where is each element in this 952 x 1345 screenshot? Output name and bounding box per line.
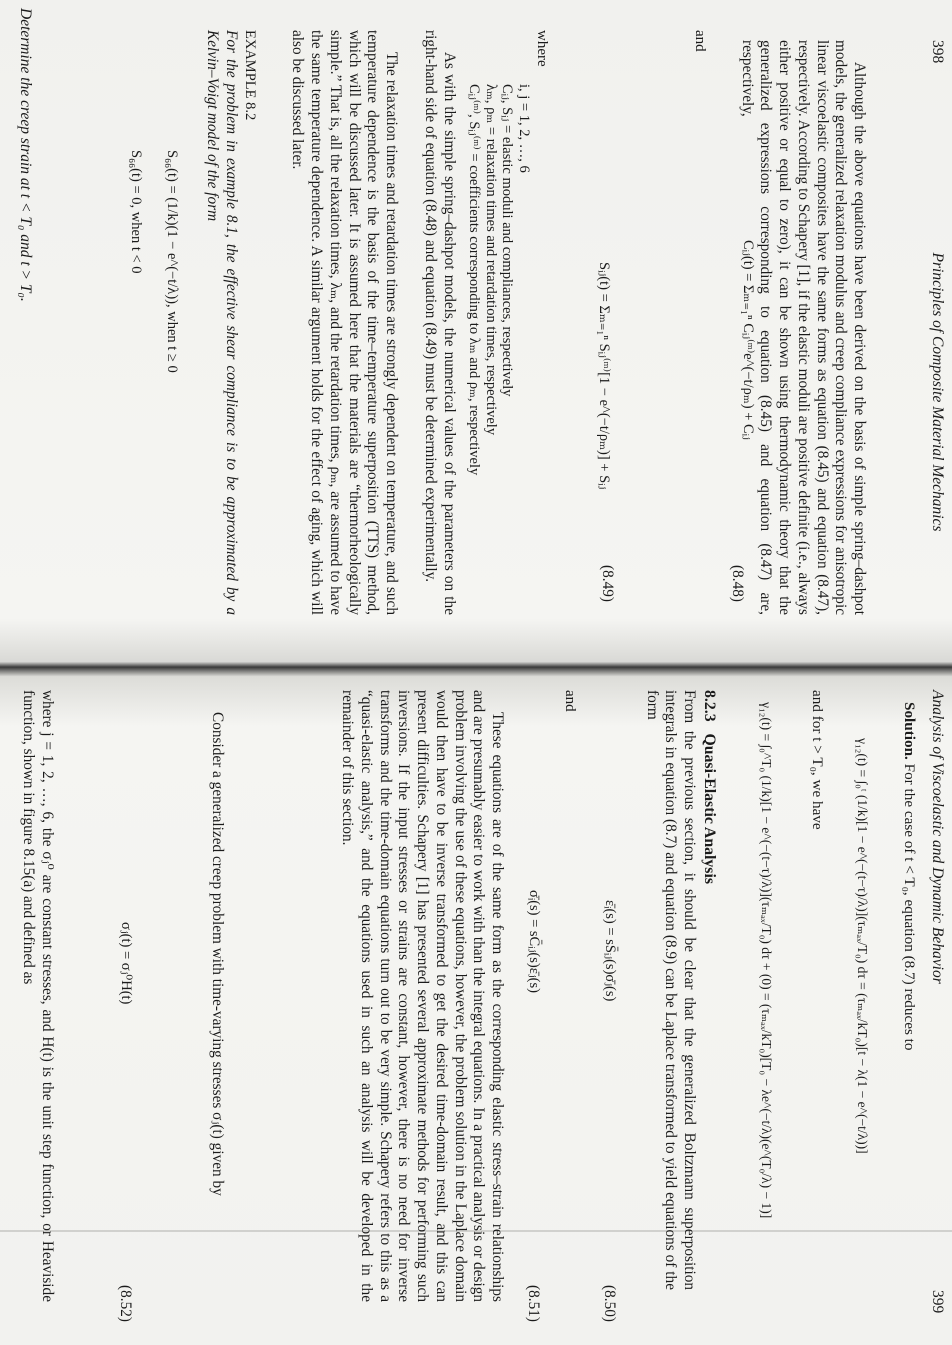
section-title: Quasi-Elastic Analysis xyxy=(701,733,718,884)
definition-item: λₘ, ρₘ = relaxation times and retardation times, respectively xyxy=(483,84,499,436)
page-number: 399 xyxy=(929,1290,946,1314)
connector-text: where xyxy=(534,30,550,67)
connector-text: and for t > T₀, we have xyxy=(809,690,826,830)
running-head: Principles of Composite Material Mechanics xyxy=(929,252,946,532)
left-page xyxy=(0,0,952,640)
scan-edge-shadow xyxy=(0,1230,952,1232)
connector-text: and xyxy=(562,690,578,712)
definition-item: Cᵢⱼ, Sᵢⱼ = elastic moduli and compliances, respectively xyxy=(499,84,516,397)
equation-8-48: Cᵢⱼ(t) = Σₘ₌₁ⁿ Cᵢⱼ⁽ᵐ⁾e^(−t/ρₘ) + Cᵢⱼ xyxy=(740,240,756,440)
equation: γ₁₂(t) = ∫₀^T₀ (1/k)[1 − e^(−(t−τ)/λ)](τₘₐₓ/T₀) dτ + (0) = (τₘₐₓ/kT₀)[T₀ − λe^(−t/λ)(e^(T₀/λ) − 1)] xyxy=(759,702,774,1219)
equation-8-49: Sᵢⱼ(t) = Σₘ₌₁ⁿ Sᵢⱼ⁽ᵐ⁾[1 − e^(−t/ρₘ)] + Sᵢⱼ xyxy=(596,262,612,490)
paragraph: where j = 1, 2, …, 6, the σⱼ⁰ are constant stresses, and H(t) is the unit step function, or Heaviside function, shown in figure 8.15(a) and defined as xyxy=(20,690,56,1302)
solution-line xyxy=(900,702,918,1051)
example-equation: S₆₆(t) = (1/k)(1 − e^(−t/λ)), when t ≥ 0 xyxy=(164,150,180,373)
equation-number: (8.48) xyxy=(729,565,746,602)
right-page xyxy=(0,690,952,1345)
equation-number: (8.49) xyxy=(599,565,616,602)
paragraph: Although the above equations have been derived on the basis of simple spring–dashpot models, the generalized relaxation modulus and creep compliance expressions for anisotropic linear viscoelastic composites have the same forms as equation (8.45) and equation (8.47), respectively. According to Schapery [1], if the elastic moduli are positive definite (i.e., always either positive or equal to zero), it can be shown using thermodynamic theory that the generalized expressions corresponding to equation (8.45) and equation (8.47) are, respectively, xyxy=(738,40,868,615)
section-number: 8.2.3 xyxy=(701,690,718,722)
solution-label: Solution. xyxy=(901,702,918,760)
equation-8-50: ε̄ᵢ(s) = sS̄ᵢⱼ(s)σ̄ⱼ(s) xyxy=(602,900,618,1002)
connector-text: and xyxy=(692,30,708,52)
paragraph: As with the simple spring–dashpot models, the numerical values of the parameters on the right-hand side of equation (8.48) and equation (8.49) must be determined experimentally. xyxy=(422,30,458,615)
example-equation: S₆₆(t) = 0, when t < 0 xyxy=(128,150,144,274)
equation-number: (8.50) xyxy=(601,1285,618,1322)
example-heading: EXAMPLE 8.2 xyxy=(242,30,258,121)
running-head: Analysis of Viscoelastic and Dynamic Behavior xyxy=(929,690,946,984)
definition-item: Cᵢⱼ⁽ᵐ⁾, Sᵢⱼ⁽ᵐ⁾ = coefficients corresponding to λₘ and ρₘ, respectively xyxy=(466,84,483,476)
paragraph: From the previous section, it should be clear that the generalized Boltzmann superposition integrals in equation (8.7) and equation (8.9) can be Laplace transformed to yield equations of the form xyxy=(643,690,698,1290)
definition-item: i, j = 1, 2, …, 6 xyxy=(516,84,532,173)
equation-8-52: σⱼ(t) = σⱼ⁰H(t) xyxy=(118,922,134,1005)
solution-text: For the case of t < T₀, equation (8.7) reduces to xyxy=(901,763,918,1051)
equation-number: (8.52) xyxy=(117,1285,134,1322)
equation-number: (8.51) xyxy=(525,1285,542,1322)
section-heading xyxy=(700,690,718,884)
equation-8-51: σ̄ᵢ(s) = sC̄ᵢⱼ(s)ε̄ⱼ(s) xyxy=(526,890,542,993)
paragraph: These equations are of the same form as the corresponding elastic stress–strain relationships and are presumably easier to work with than the integral equations. In a practical analysis or design problem involving the use of these equations, however, the problem solution in the Laplace domain would then have to be inverse transformed to get the desired time-domain result, and this can present difficulties. Schapery [1] has presented several approximate methods for performing such inversions. If the input stresses or strains are constant, however, there is no need for inverse transforms and the time-domain equations turn out to be very simple. Schapery refers to this as a “quasi-elastic analysis,” and the equations used in such an analysis will be developed in the remainder of this section. xyxy=(339,690,506,1302)
paragraph: The relaxation times and retardation times are strongly dependent on temperature, and such temperature dependence is the basis of the time–temperature superposition (TTS) method, which will be discussed later. It is assumed here that the materials are “thermorheologically simple.” That is, all the relaxation times, λₘ, and the retardation times, ρₘ, are assumed to have the same temperature dependence. A similar argument holds for the effect of aging, which will also be discussed later. xyxy=(289,30,400,615)
paragraph: Consider a generalized creep problem with time-varying stresses σⱼ(t) given by xyxy=(209,712,226,1196)
example-text: For the problem in example 8.1, the effective shear compliance is to be approximated by a Kelvin–Voigt model of the form xyxy=(204,30,240,615)
definitions-list xyxy=(466,84,532,475)
page-number: 398 xyxy=(929,40,946,64)
equation: γ₁₂(t) = ∫₀ᵗ (1/k)[1 − e^(−(t−τ)/λ)](τₘₐₓ/T₀) dτ = (τₘₐₓ/kT₀)[t − λ(1 − e^(−t/λ))] xyxy=(855,738,870,1154)
example-task: Determine the creep strain at t < T₀ and t > T₀. xyxy=(17,8,34,302)
